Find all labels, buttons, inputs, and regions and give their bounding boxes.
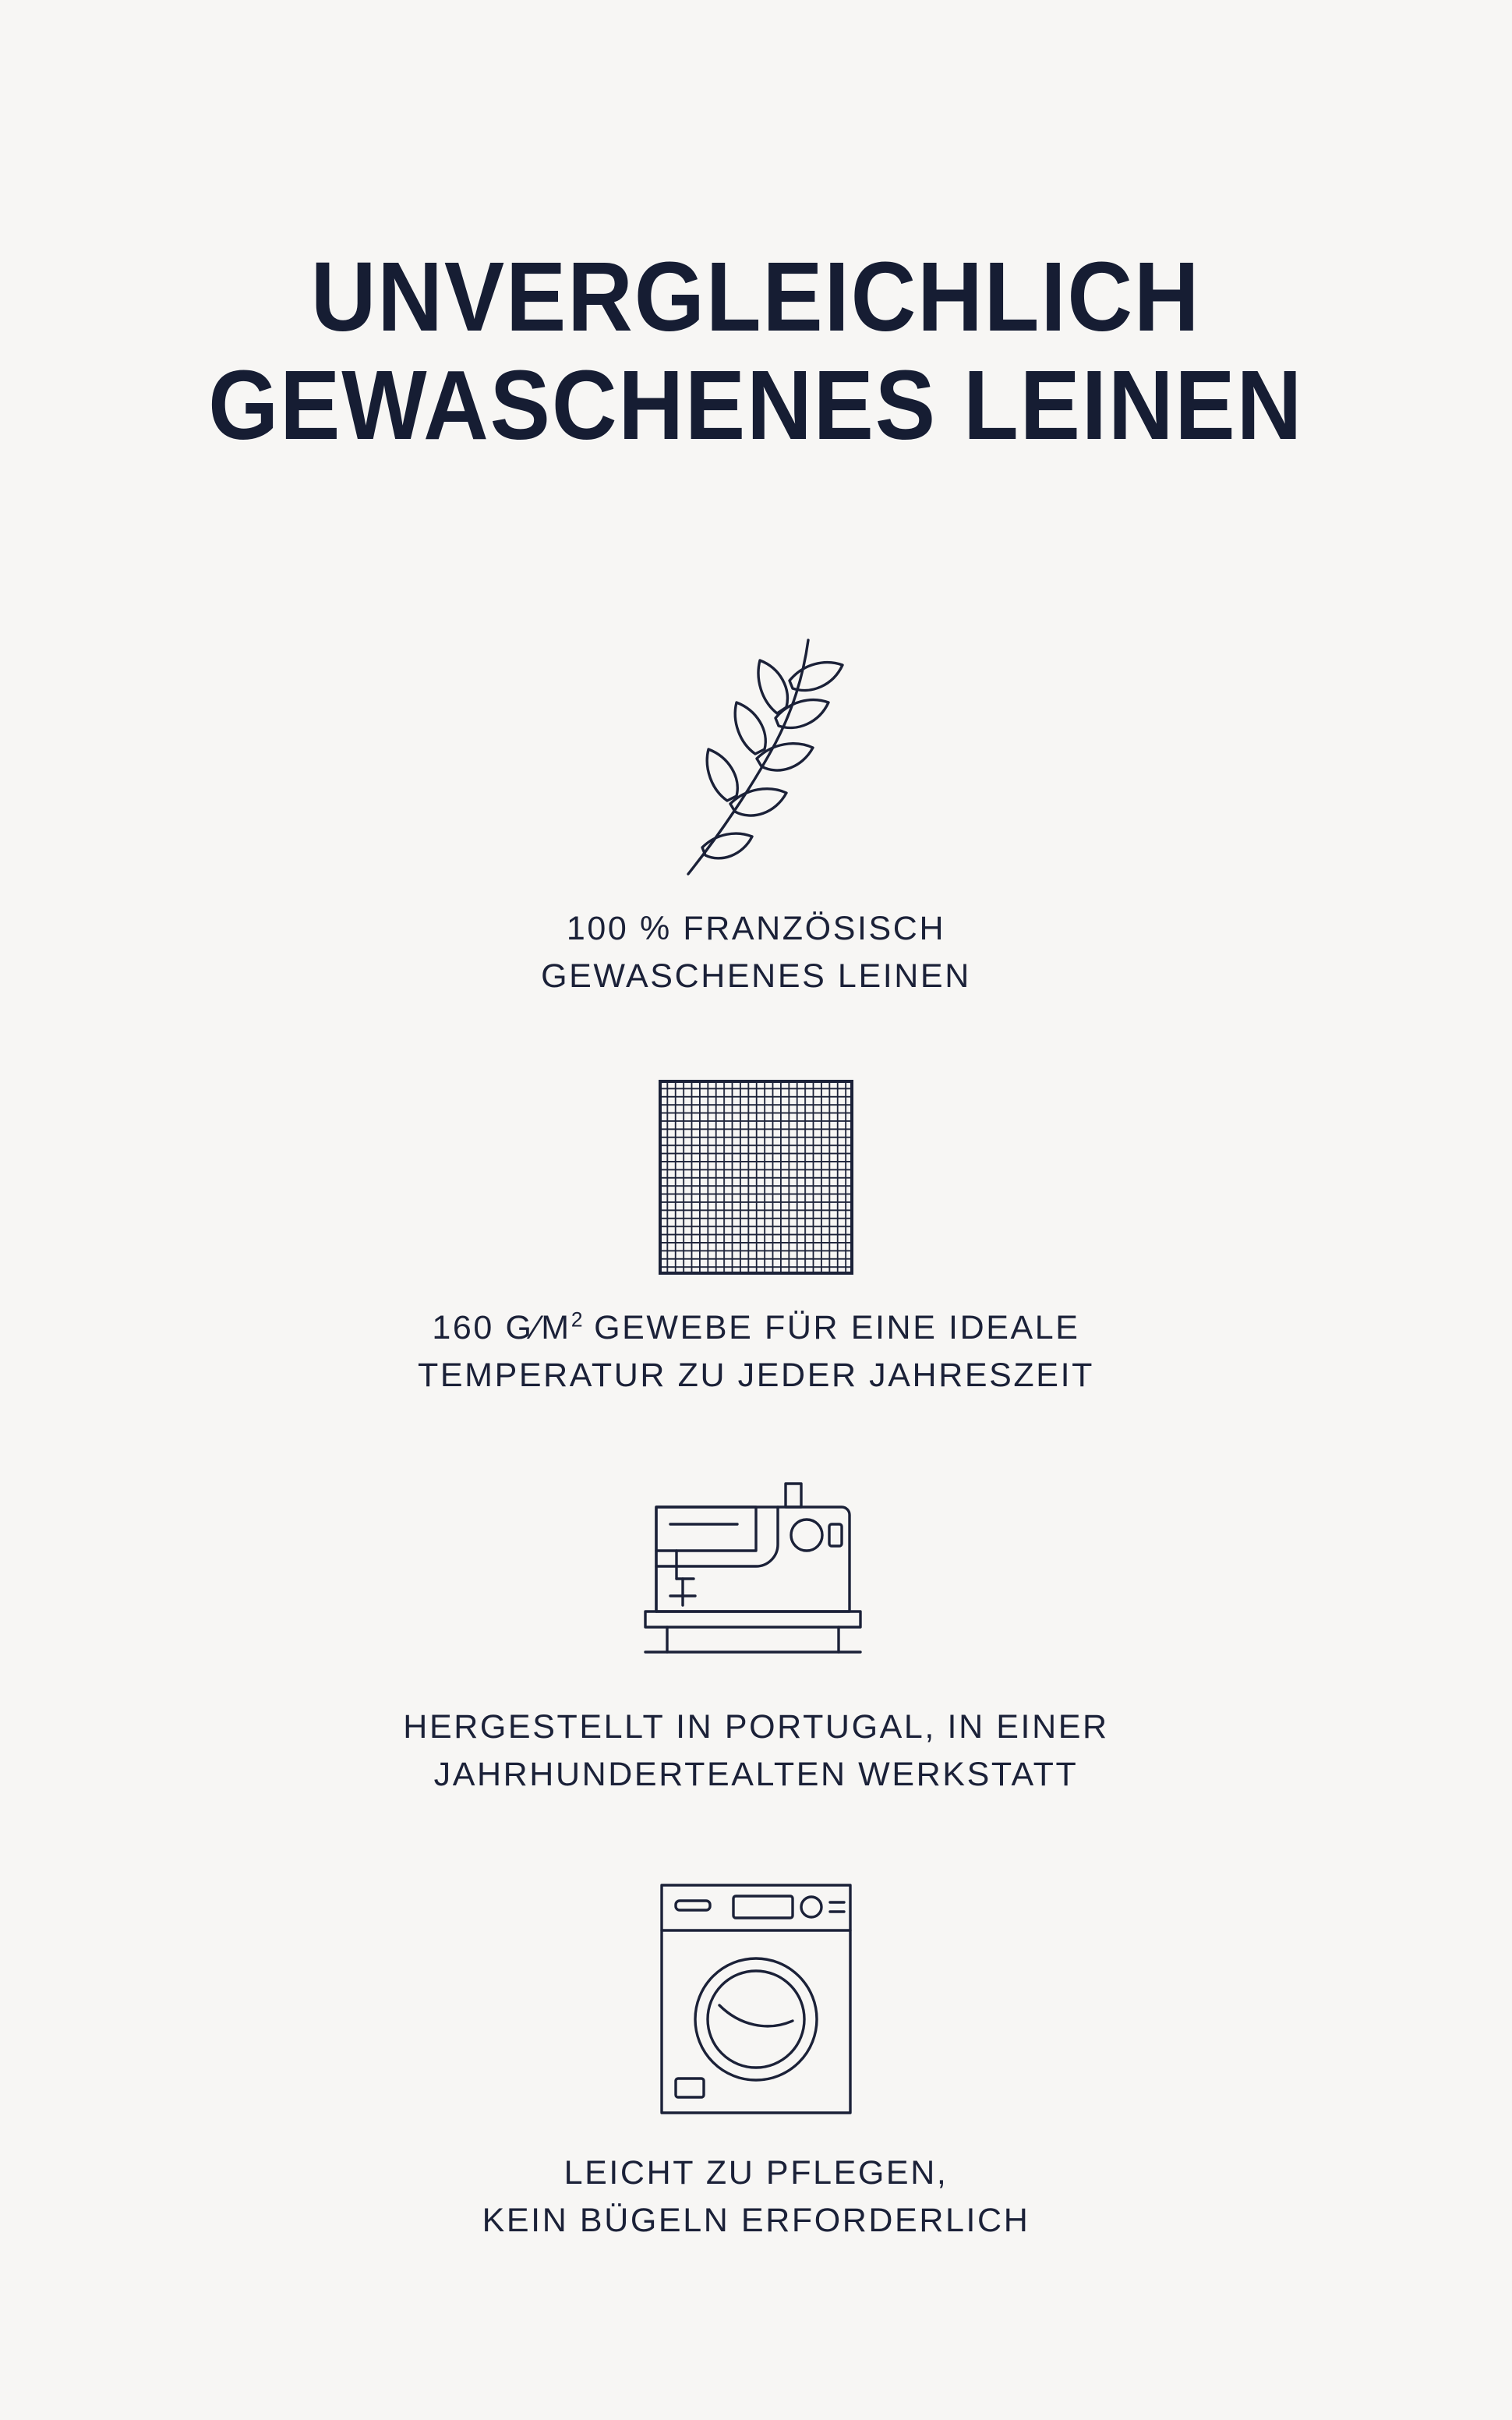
woven-fabric-grid-icon bbox=[659, 1072, 853, 1283]
page-title bbox=[208, 241, 1304, 461]
feature-caption-line-1: 160 $G⁄M^2$ GEWEBE FÜR EINE IDEALE bbox=[432, 1307, 1080, 1346]
weight-unit: M bbox=[541, 1308, 571, 1346]
feature-caption-linen bbox=[541, 905, 971, 1000]
feature-item-weight bbox=[0, 1072, 1512, 1399]
weight-value: 160 G bbox=[432, 1308, 534, 1346]
page-title-line-2: GEWASCHENES LEINEN bbox=[208, 350, 1304, 461]
feature-caption-line-2: GEWASCHENES LEINEN bbox=[541, 957, 971, 995]
feature-item-origin bbox=[0, 1471, 1512, 1799]
feature-caption-line-1: 100 % FRANZÖSISCH bbox=[566, 909, 946, 947]
page-title-line-1: UNVERGLEICHLICH bbox=[311, 241, 1201, 352]
feature-item-linen bbox=[0, 626, 1512, 1000]
feature-caption-line-1: LEICHT ZU PFLEGEN, bbox=[563, 2153, 949, 2192]
weight-rest: GEWEBE FÜR EINE IDEALE bbox=[582, 1308, 1080, 1346]
feature-list bbox=[0, 626, 1512, 2245]
leaf-branch-icon bbox=[659, 626, 853, 883]
weight-unit-exponent: 2 bbox=[571, 1307, 583, 1332]
washing-machine-icon bbox=[659, 1870, 853, 2128]
feature-caption-origin bbox=[403, 1704, 1108, 1799]
feature-caption-weight bbox=[418, 1304, 1094, 1399]
feature-caption-line-1: HERGESTELLT IN PORTUGAL, IN EINER bbox=[403, 1707, 1109, 1746]
feature-caption-line-2: TEMPERATUR ZU JEDER JAHRESZEIT bbox=[418, 1356, 1094, 1394]
feature-caption-line-2: JAHRHUNDERTEALTEN WERKSTATT bbox=[433, 1755, 1079, 1793]
feature-item-care bbox=[0, 1870, 1512, 2245]
sewing-machine-icon bbox=[639, 1471, 873, 1682]
feature-caption-line-2: KEIN BÜGELN ERFORDERLICH bbox=[482, 2201, 1030, 2239]
feature-caption-care bbox=[482, 2149, 1030, 2245]
